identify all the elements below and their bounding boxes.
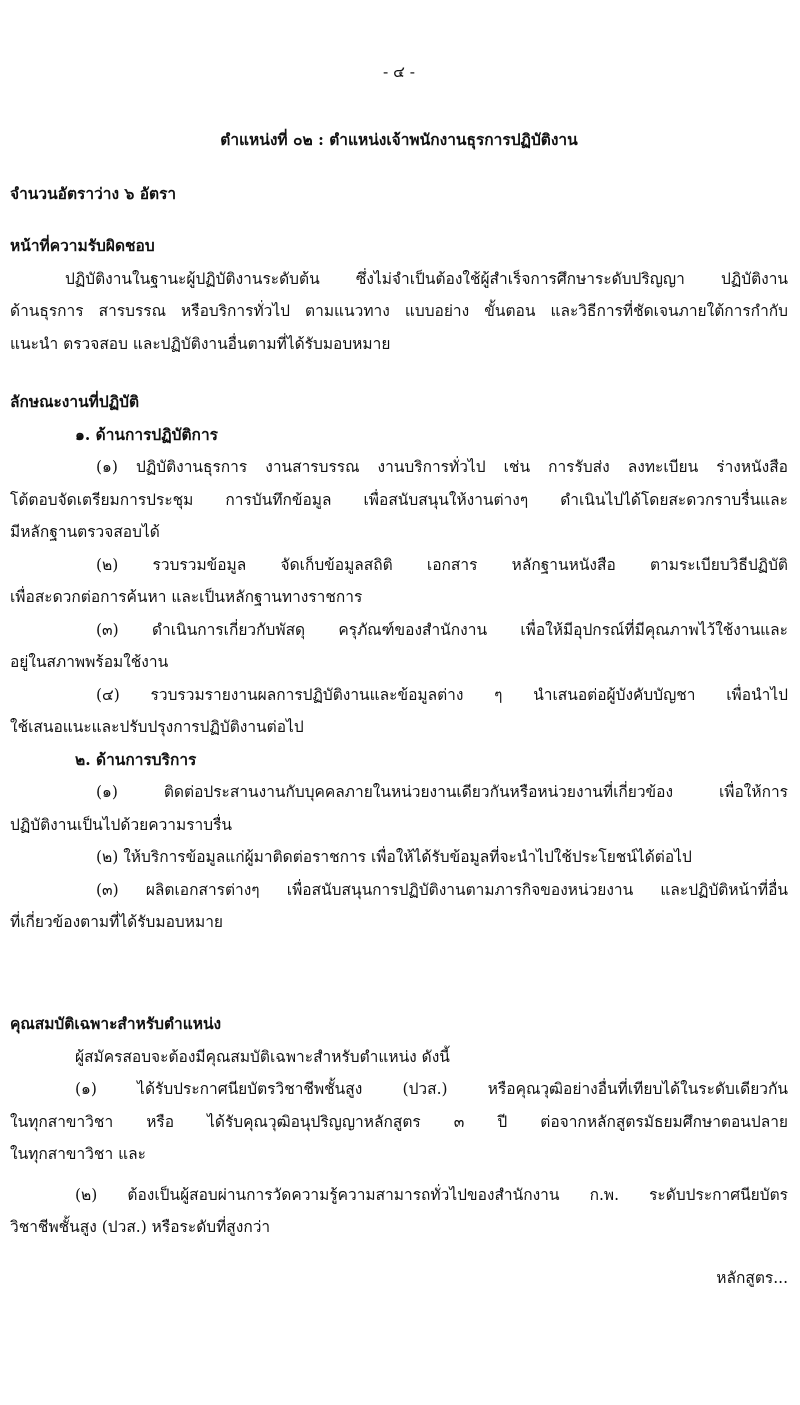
work-section xyxy=(10,386,788,939)
work-section-title: ๑. ด้านการปฏิบัติการ xyxy=(75,424,218,444)
qualification-line: (๒) ต้องเป็นผู้สอบผ่านการวัดความรู้ความสามารถทั่วไปของสำนักงาน ก.พ. ระดับประกาศนียบัตร xyxy=(75,1185,788,1204)
qualification-line: ในทุกสาขาวิชา และ xyxy=(10,1145,146,1163)
duties-section xyxy=(10,230,788,360)
work-item-line: ปฏิบัติงานเป็นไปด้วยความราบรื่น xyxy=(10,815,233,834)
work-item-line: มีหลักฐานตรวจสอบได้ xyxy=(10,523,160,541)
work-item-line: ที่เกี่ยวข้องตามที่ได้รับมอบหมาย xyxy=(10,913,223,931)
work-item-line: (๔) รวบรวมรายงานผลการปฏิบัติงานและข้อมูลต่าง ๆ นำเสนอต่อผู้บังคับบัญชา เพื่อนำไป xyxy=(96,685,788,704)
work-item-line: โต้ตอบจัดเตรียมการประชุม การบันทึกข้อมูล เพื่อสนับสนุนให้งานต่างๆ ดำเนินไปได้โดยสะดวกราบรื่นและ xyxy=(10,490,788,509)
work-item-line: (๑) ปฏิบัติงานธุรการ งานสารบรรณ งานบริการทั่วไป เช่น การรับส่ง ลงทะเบียน ร่างหนังสือ xyxy=(96,458,788,476)
continuation-marker: หลักสูตร... xyxy=(716,1269,788,1287)
work-item-line: อยู่ในสภาพพร้อมใช้งาน xyxy=(10,653,169,671)
duties-line: ด้านธุรการ สารบรรณ หรือบริการทั่วไป ตามแนวทาง แบบอย่าง ขั้นตอน และวิธีการที่ชัดเจนภายใต้การกำกับ xyxy=(10,302,788,320)
work-item-line: (๓) ดำเนินการเกี่ยวกับพัสดุ ครุภัณฑ์ของสำนักงาน เพื่อให้มีอุปกรณ์ที่มีคุณภาพไว้ใช้งานและ xyxy=(96,620,788,639)
work-heading: ลักษณะงานที่ปฏิบัติ xyxy=(10,392,140,411)
qualification-line: ในทุกสาขาวิชา หรือ ได้รับคุณวุฒิอนุปริญญาหลักสูตร ๓ ปี ต่อจากหลักสูตรมัธยมศึกษาตอนปลาย xyxy=(10,1112,788,1131)
qualifications-intro: ผู้สมัครสอบจะต้องมีคุณสมบัติเฉพาะสำหรับตำแหน่ง ดังนี้ xyxy=(75,1047,450,1066)
work-item-line: ใช้เสนอแนะและปรับปรุงการปฏิบัติงานต่อไป xyxy=(10,718,304,736)
vacancy-count: จำนวนอัตราว่าง ๖ อัตรา xyxy=(10,184,177,203)
qualifications-heading: คุณสมบัติเฉพาะสำหรับตำแหน่ง xyxy=(10,1014,222,1033)
position-title: ตำแหน่งที่ ๐๒ : ตำแหน่งเจ้าพนักงานธุรการปฏิบัติงาน xyxy=(220,130,578,149)
work-item-line: (๒) ให้บริการข้อมูลแก่ผู้มาติดต่อราชการ เพื่อให้ได้รับข้อมูลที่จะนำไปใช้ประโยชน์ได้ต่อไป xyxy=(96,848,692,866)
duties-line: แนะนำ ตรวจสอบ และปฏิบัติงานอื่นตามที่ได้รับมอบหมาย xyxy=(10,334,391,353)
qualifications-section xyxy=(10,1008,788,1244)
qualification-line: วิชาชีพชั้นสูง (ปวส.) หรือระดับที่สูงกว่า xyxy=(10,1218,271,1236)
duties-heading: หน้าที่ความรับผิดชอบ xyxy=(10,236,155,255)
work-section-title: ๒. ด้านการบริการ xyxy=(75,749,197,769)
work-item-line: (๒) รวบรวมข้อมูล จัดเก็บข้อมูลสถิติ เอกสาร หลักฐานหนังสือ ตามระเบียบวิธีปฏิบัติ xyxy=(96,555,788,574)
page-number: - ๔ - xyxy=(382,63,416,81)
work-item-line: เพื่อสะดวกต่อการค้นหา และเป็นหลักฐานทางราชการ xyxy=(10,588,363,606)
work-item-line: (๑) ติดต่อประสานงานกับบุคคลภายในหน่วยงานเดียวกันหรือหน่วยงานที่เกี่ยวข้อง เพื่อให้การ xyxy=(96,783,788,801)
duties-line: ปฏิบัติงานในฐานะผู้ปฏิบัติงานระดับต้น ซึ่งไม่จำเป็นต้องใช้ผู้สำเร็จการศึกษาระดับปริญญา ปฏิบัติงาน xyxy=(65,269,788,288)
qualification-line: (๑) ได้รับประกาศนียบัตรวิชาชีพชั้นสูง (ปวส.) หรือคุณวุฒิอย่างอื่นที่เทียบได้ในระดับเดียวกัน xyxy=(75,1080,788,1098)
work-item-line: (๓) ผลิตเอกสารต่างๆ เพื่อสนับสนุนการปฏิบัติงานตามภารกิจของหน่วยงาน และปฏิบัติหน้าที่อื่น xyxy=(96,880,788,899)
